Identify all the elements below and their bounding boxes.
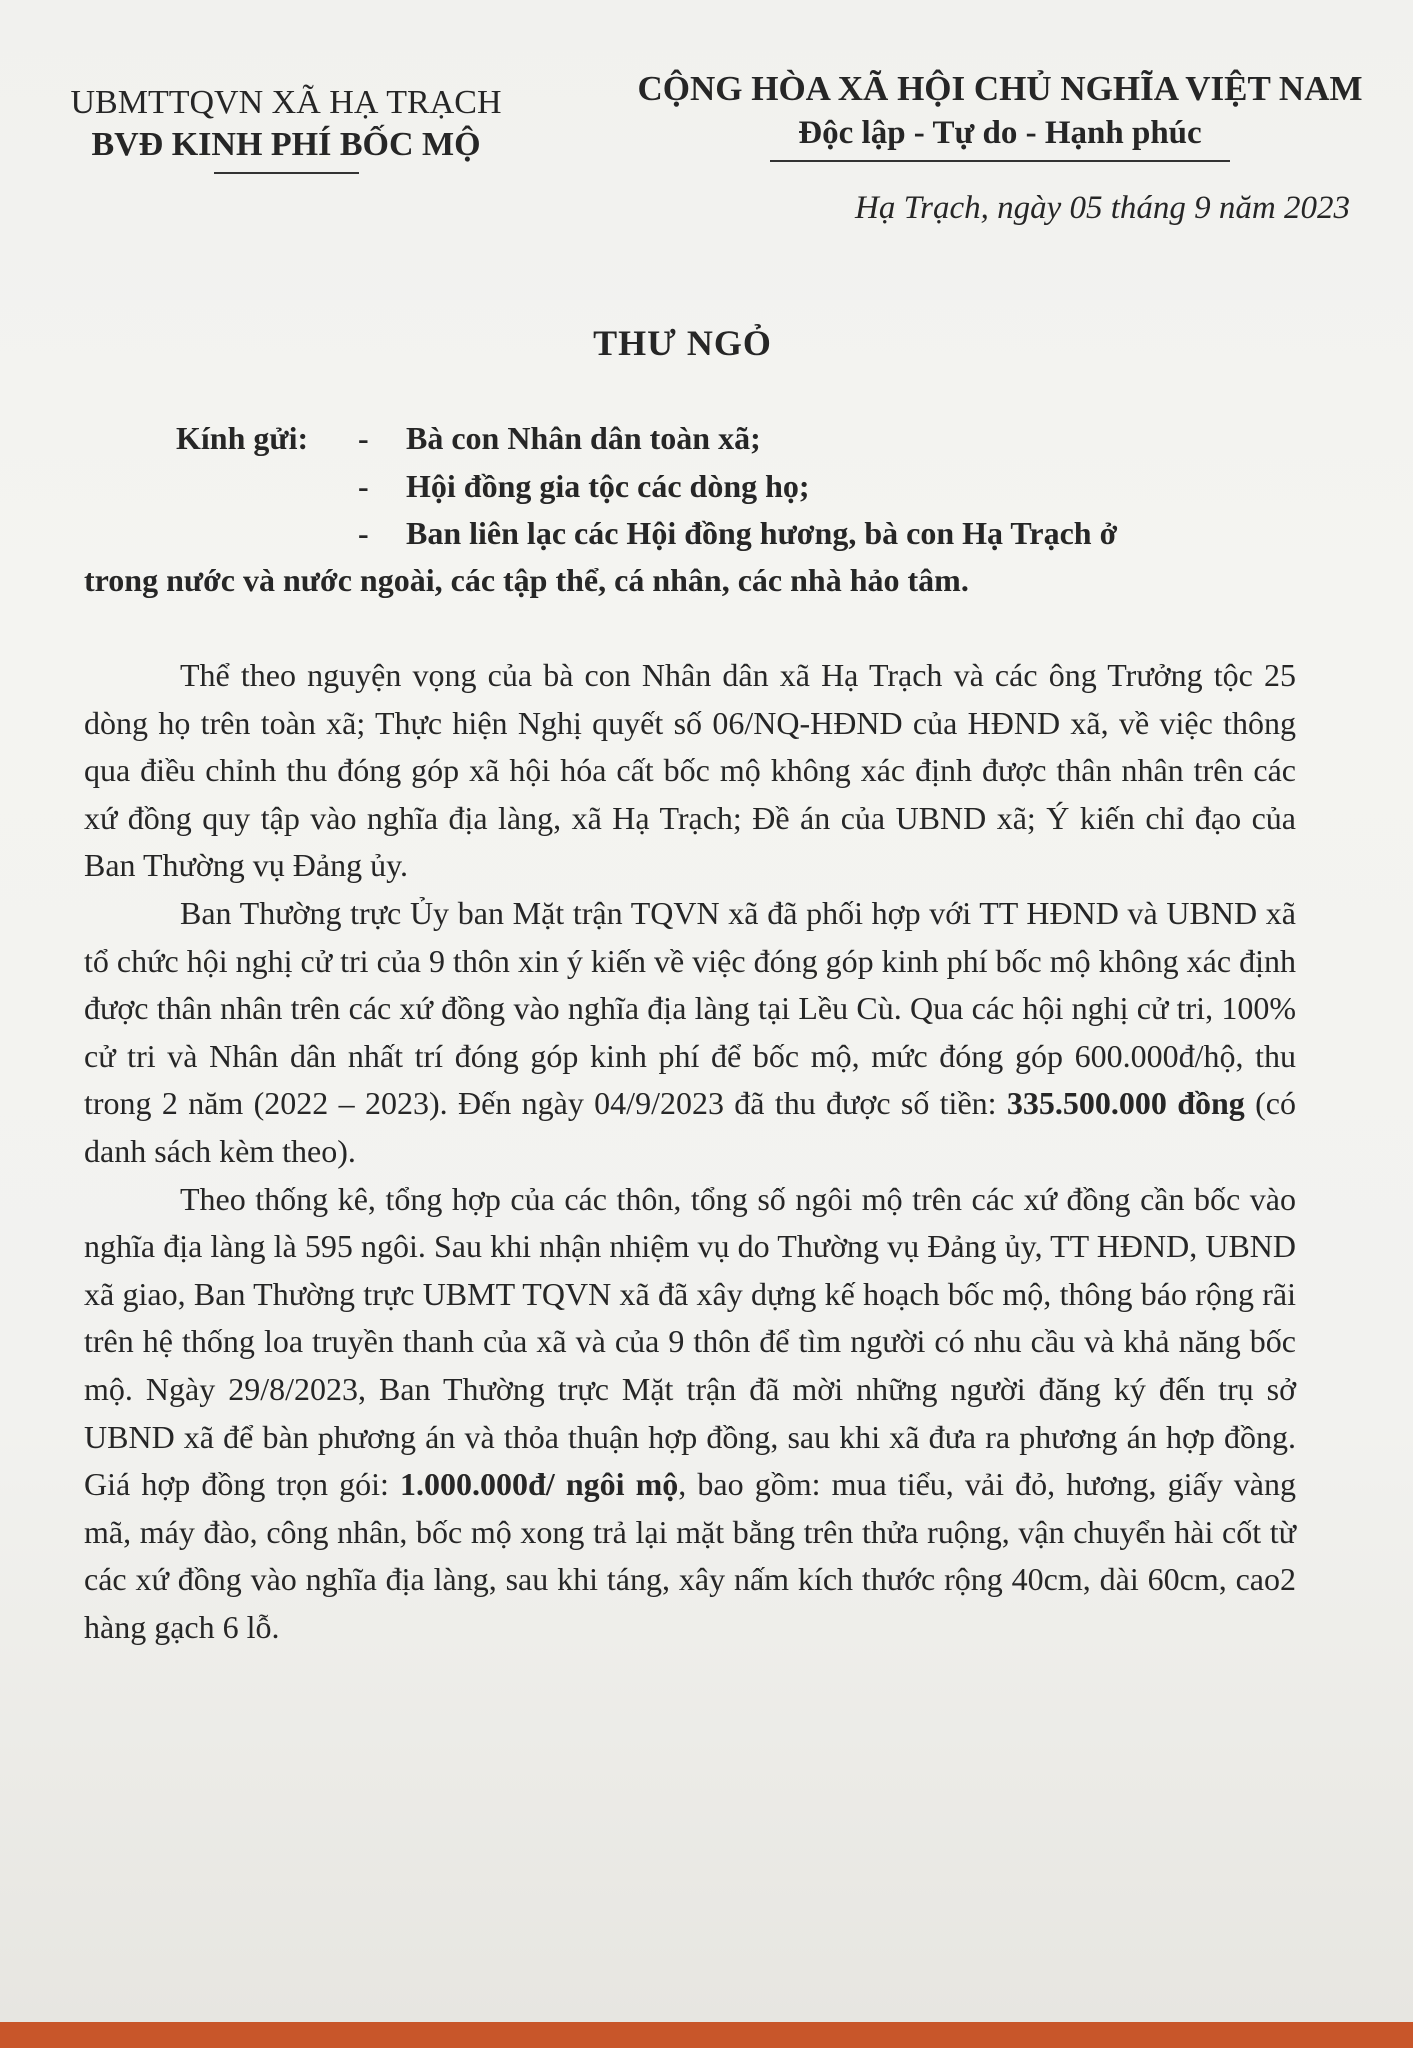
addressee-label: Kính gửi: — [176, 420, 309, 456]
collected-amount: 335.500.000 đồng — [1006, 1085, 1245, 1122]
committee-name: BVĐ KINH PHÍ BỐC MỘ — [91, 126, 481, 163]
body-paragraph — [84, 890, 1296, 1176]
paragraph-text: Theo thống kê, tổng hợp của các thôn, tổng số ngôi mộ trên các xứ đồng cần bốc vào nghĩa địa làng là 595 ngôi. Sau khi nhận nhiệm vụ do Thường vụ Đảng ủy, TT HĐND, UBND xã giao, Ban Thường trực UBMT TQVN xã đã xây dựng kế hoạch bốc mộ, thông báo rộng rãi trên hệ thống loa truyền thanh của xã và của 9 thôn để tìm người có nhu cầu và khả năng bốc mộ. Ngày 29/8/2023, Ban Thường trực Mặt trận đã mời những người đăng ký đến trụ sở UBND xã để bàn phương án và thỏa thuận hợp đồng, sau khi xã đưa ra phương án hợp đồng. Giá hợp đồng trọn gói: — [84, 1180, 1296, 1503]
recipient-continuation: trong nước và nước ngoài, các tập thể, cá nhân, các nhà hảo tâm. — [84, 562, 969, 598]
country-name: CỘNG HÒA XÃ HỘI CHỦ NGHĨA VIỆT NAM — [637, 69, 1363, 108]
desk-surface — [0, 2022, 1413, 2048]
org-underline — [214, 172, 359, 174]
issuing-organization — [56, 82, 516, 174]
paragraph-text: Ban Thường trực Ủy ban Mặt trận TQVN xã đã phối hợp với TT HĐND và UBND xã tổ chức hội nghị cử tri của 9 thôn xin ý kiến về việc đóng góp kinh phí bốc mộ không xác định được thân nhân trên các xứ đồng vào nghĩa địa làng tại Lều Cù. Qua các hội nghị cử tri, 100% cử tri và Nhân dân nhất trí đóng góp kinh phí để bốc mộ, mức đóng góp 600.000đ/hộ, thu trong 2 năm (2022 – 2023). Đến ngày 04/9/2023 đã thu được số tiền: — [84, 894, 1296, 1122]
recipient-dash: - — [358, 420, 369, 456]
contract-price: 1.000.000đ/ ngôi mộ — [400, 1466, 679, 1503]
recipient-text: Ban liên lạc các Hội đồng hương, bà con Hạ Trạch ở — [406, 515, 1118, 551]
recipient-dash: - — [358, 515, 369, 551]
recipient-item — [358, 468, 810, 505]
paragraph-text: (có danh sách kèm theo). — [84, 1085, 1297, 1169]
national-motto: Độc lập - Tự do - Hạnh phúc — [798, 115, 1202, 151]
place-date: Hạ Trạch, ngày 05 tháng 9 năm 2023 — [855, 190, 1350, 226]
recipient-text: Hội đồng gia tộc các dòng họ; — [406, 468, 810, 504]
motto-underline — [770, 160, 1230, 162]
recipient-dash: - — [358, 468, 369, 504]
letter-body — [84, 652, 1296, 1651]
paragraph-text: , bao gồm: mua tiểu, vải đỏ, hương, giấy vàng mã, máy đào, công nhân, bốc mộ xong trả lại mặt bằng trên thửa ruộng, vận chuyển hài cốt từ các xứ đồng vào nghĩa địa làng, sau khi táng, xây nấm kích thước rộng 40cm, dài 60cm, cao2 hàng gạch 6 lỗ. — [84, 1466, 1297, 1645]
document-title: THƯ NGỎ — [593, 323, 772, 363]
org-name: UBMTTQVN XÃ HẠ TRẠCH — [70, 84, 502, 121]
national-heading — [600, 66, 1400, 162]
recipient-item — [358, 515, 1117, 552]
recipient-text: Bà con Nhân dân toàn xã; — [406, 420, 761, 456]
body-paragraph — [84, 1176, 1296, 1652]
body-paragraph: Thể theo nguyện vọng của bà con Nhân dân xã Hạ Trạch và các ông Trưởng tộc 25 dòng họ trên toàn xã; Thực hiện Nghị quyết số 06/NQ-HĐND của HĐND xã, về việc thông qua điều chỉnh thu đóng góp xã hội hóa cất bốc mộ không xác định được thân nhân trên các xứ đồng quy tập vào nghĩa địa làng, xã Hạ Trạch; Đề án của UBND xã; Ý kiến chỉ đạo của Ban Thường vụ Đảng ủy. — [84, 657, 1296, 884]
recipient-item — [358, 420, 761, 457]
